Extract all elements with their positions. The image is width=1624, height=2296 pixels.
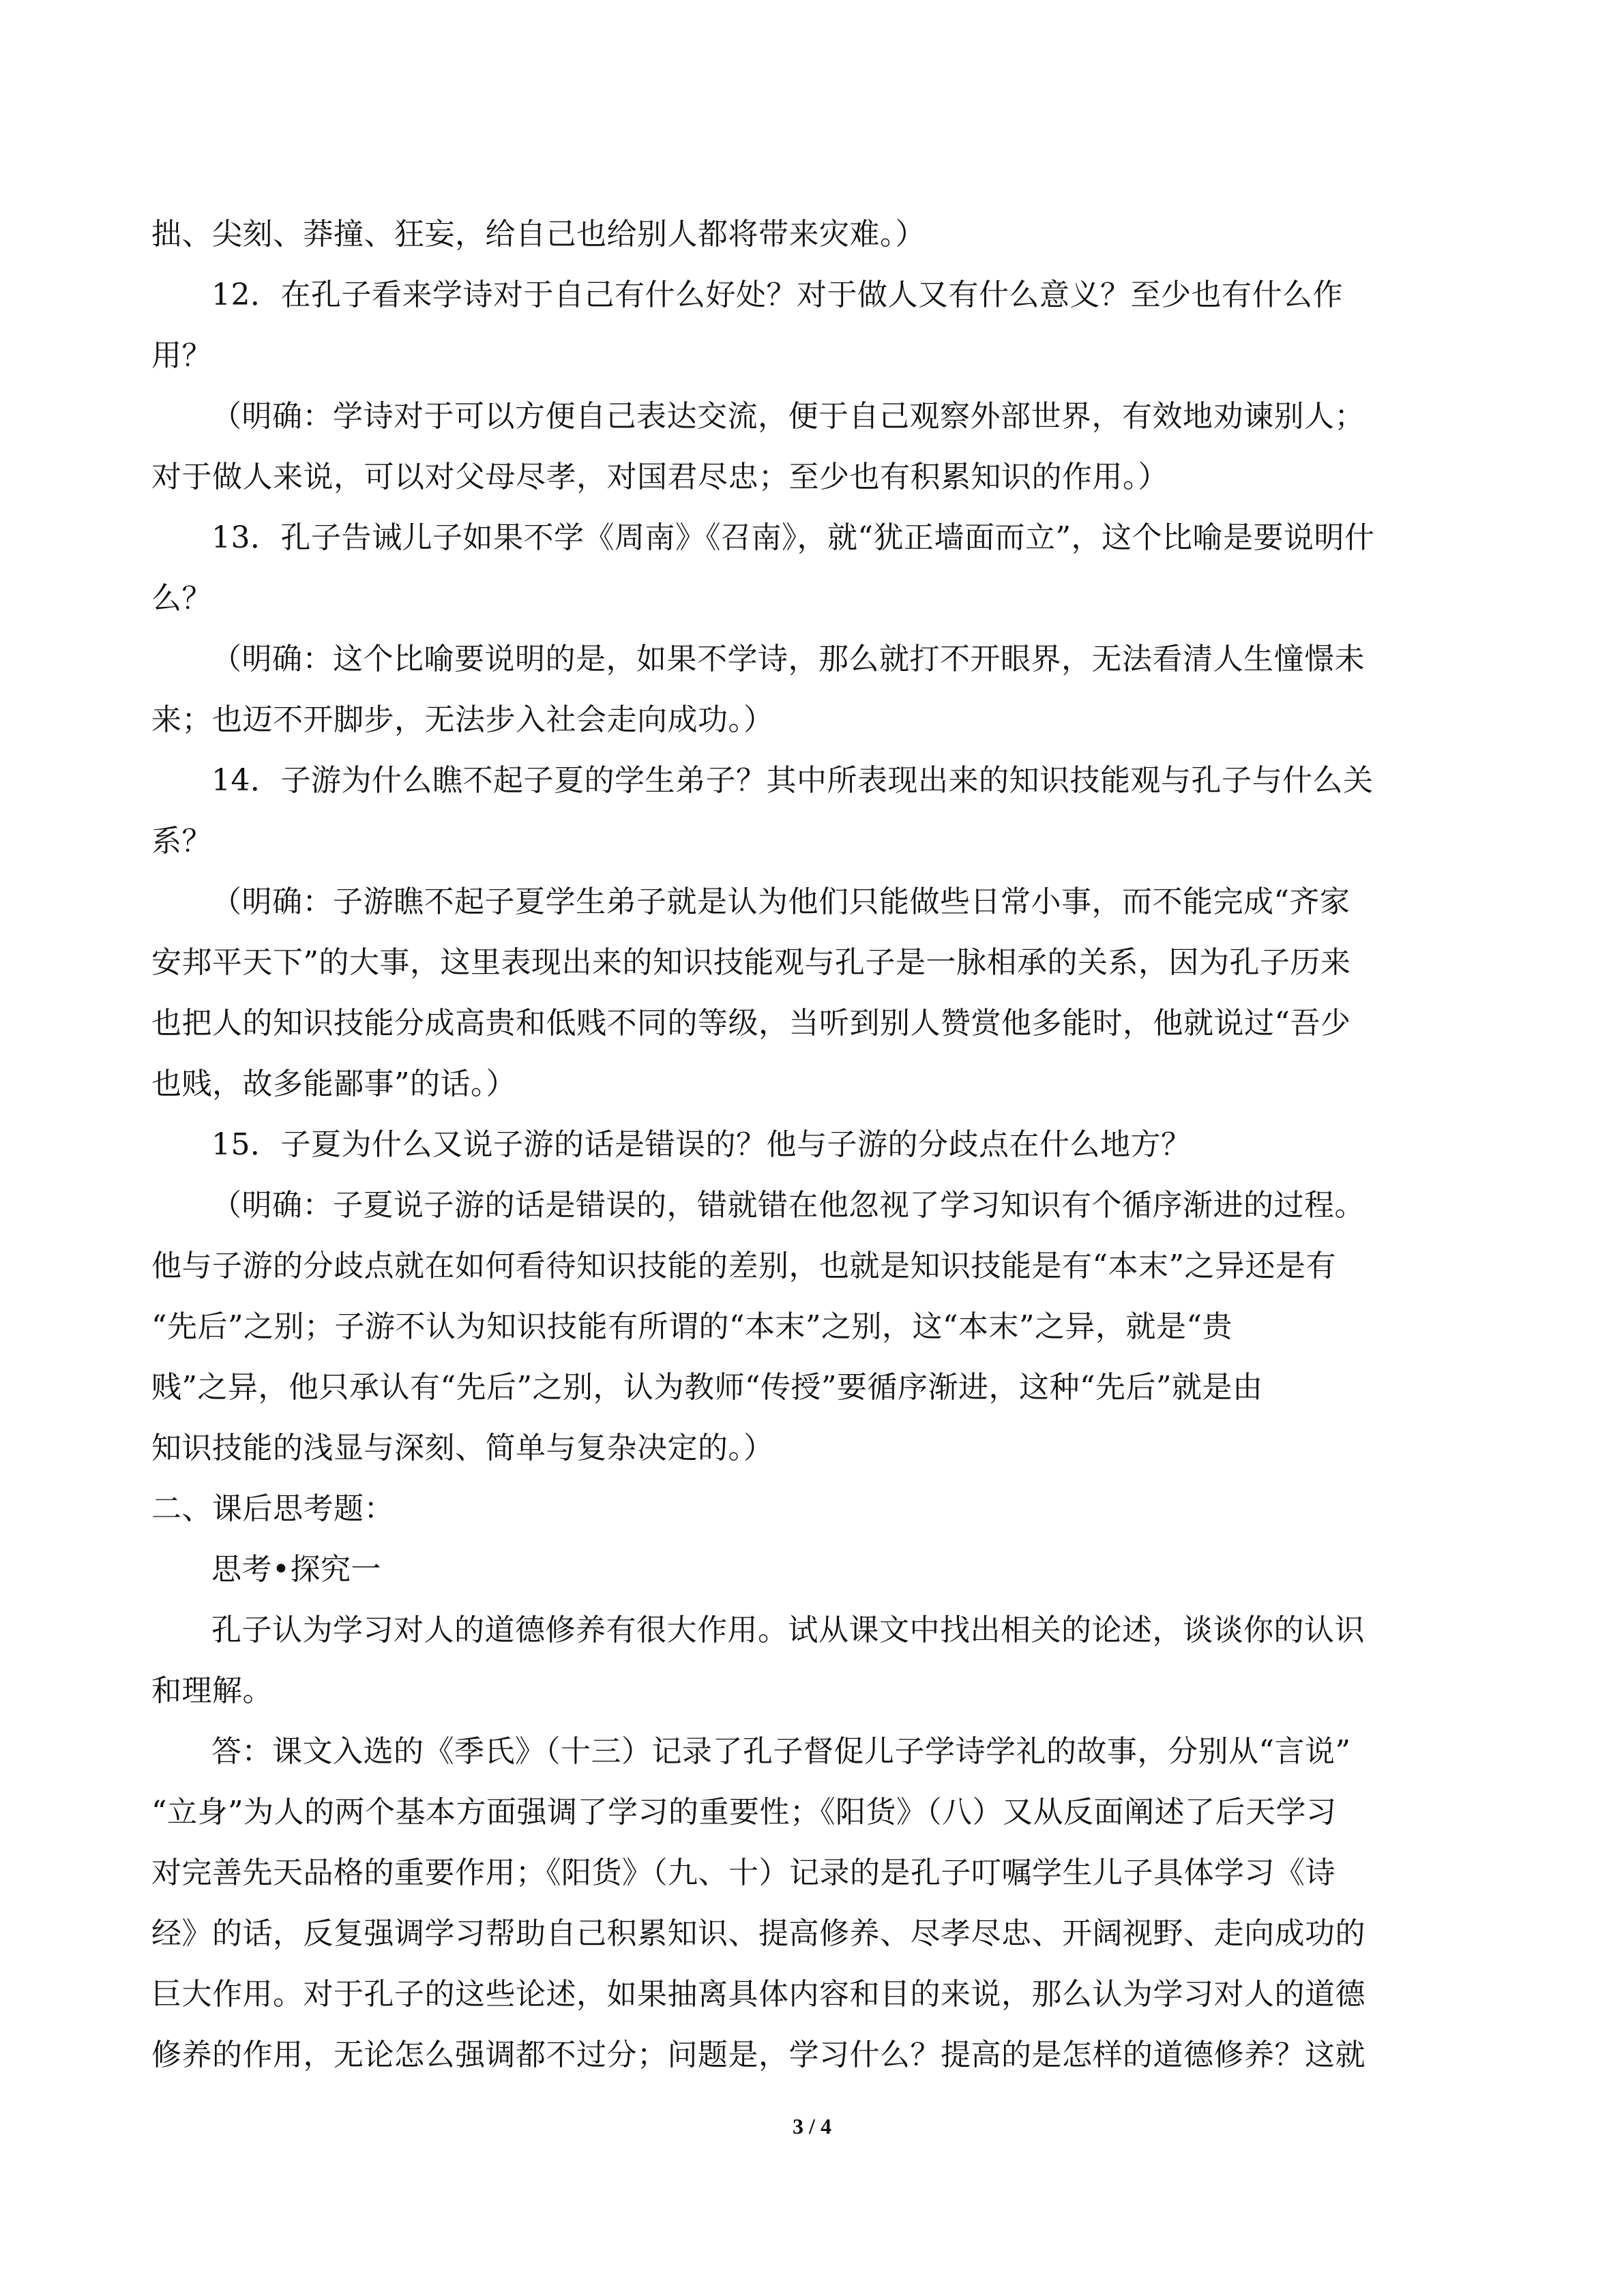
text-line: 经》的话，反复强调学习帮助自己积累知识、提高修养、尽孝尽忠、开阔视野、走向成功的 xyxy=(151,1916,1365,1951)
text-line: “先后”之别；子游不认为知识技能有所谓的“本末”之别，这“本末”之异，就是“贵 xyxy=(151,1309,1232,1344)
exercise-prompt: 孔子认为学习对人的道德修养有很大作用。试从课文中找出相关的论述，谈谈你的认识 xyxy=(211,1613,1365,1648)
text-line: 也贱，故多能鄙事”的话。） xyxy=(151,1067,516,1101)
text-line: 也把人的知识技能分成高贵和低贱不同的等级，当听到别人赞赏他多能时，他就说过“吾少 xyxy=(151,1006,1351,1041)
text-line: 来；也迈不开脚步，无法步入社会走向成功。） xyxy=(151,702,774,737)
text-line: 系？ xyxy=(151,824,212,859)
text-line: 知识技能的浅显与深刻、简单与复杂决定的。） xyxy=(151,1431,774,1465)
question-15: 15．子夏为什么又说子游的话是错误的？他与子游的分歧点在什么地方？ xyxy=(211,1127,1192,1162)
answer-13: （明确：这个比喻要说明的是，如果不学诗，那么就打不开眼界，无法看清人生憧憬未 xyxy=(211,642,1365,676)
answer-12: （明确：学诗对于可以方便自己表达交流，便于自己观察外部世界，有效地劝谏别人； xyxy=(211,399,1365,434)
text-line: 安邦平天下”的大事，这里表现出来的知识技能观与孔子是一脉相承的关系，因为孔子历来 xyxy=(151,945,1351,980)
text-line: “立身”为人的两个基本方面强调了学习的重要性；《阳货》（八）又从反面阐述了后天学习 xyxy=(151,1795,1337,1830)
answer-15: （明确：子夏说子游的话是错误的，错就错在他忽视了学习知识有个循序渐进的过程。 xyxy=(211,1188,1365,1223)
text-line: 巨大作用。对于孔子的这些论述，如果抽离具体内容和目的来说，那么认为学习对人的道德 xyxy=(151,1977,1365,2012)
answer-14: （明确：子游瞧不起子夏学生弟子就是认为他们只能做些日常小事，而不能完成“齐家 xyxy=(211,884,1350,919)
text-line: 和理解。 xyxy=(151,1673,273,1708)
subsection-heading: 思考•探究一 xyxy=(211,1552,381,1587)
text-line: 拙、尖刻、莽撞、狂妄，给自己也给别人都将带来灾难。） xyxy=(151,217,926,252)
exercise-answer: 答：课文入选的《季氏》（十三）记录了孔子督促儿子学诗学礼的故事，分别从“言说” xyxy=(211,1734,1351,1769)
question-13: 13．孔子告诫儿子如果不学《周南》《召南》，就“犹正墙面而立”，这个比喻是要说明什 xyxy=(211,520,1375,555)
text-line: 修养的作用，无论怎么强调都不过分；问题是，学习什么？提高的是怎样的道德修养？这就 xyxy=(151,2038,1365,2072)
text-line: 对于做人来说，可以对父母尽孝，对国君尽忠；至少也有积累知识的作用。） xyxy=(151,460,1168,494)
question-14: 14．子游为什么瞧不起子夏的学生弟子？其中所表现出来的知识技能观与孔子与什么关 xyxy=(211,763,1374,798)
section-heading: 二、课后思考题： xyxy=(151,1491,394,1526)
text-line: 么？ xyxy=(151,581,212,616)
text-line: 他与子游的分歧点就在如何看待知识技能的差别，也就是知识技能是有“本末”之异还是有 xyxy=(151,1249,1336,1283)
text-line: 贱”之异，他只承认有“先后”之别，认为教师“传授”要循序渐进，这种“先后”就是由 xyxy=(151,1370,1263,1405)
text-line: 用？ xyxy=(151,338,212,373)
page-number: 3 / 4 xyxy=(793,2114,831,2138)
text-line: 对完善先天品格的重要作用；《阳货》（九、十）记录的是孔子叮嘱学生儿子具体学习《诗 xyxy=(151,1855,1335,1890)
question-12: 12．在孔子看来学诗对于自己有什么好处？对于做人又有什么意义？至少也有什么作 xyxy=(211,278,1343,312)
